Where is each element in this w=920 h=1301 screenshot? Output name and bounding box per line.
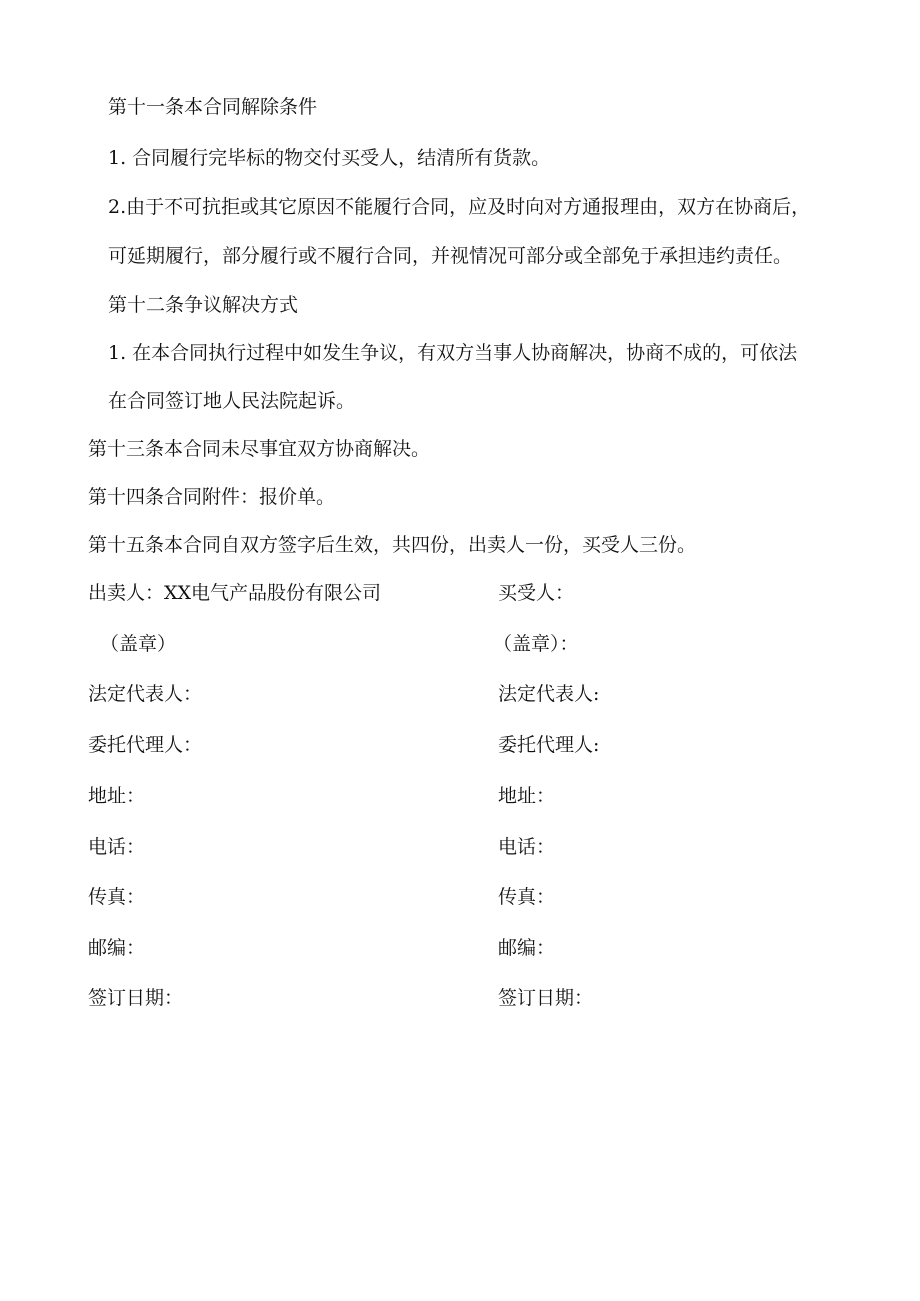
article-12-heading: 第十二条争议解决方式 [108, 294, 299, 316]
buyer-postcode: 邮编： [498, 937, 556, 959]
article-12-item-1-line-2: 在合同签订地人民法院起诉。 [108, 390, 356, 412]
buyer-sign-date: 签订日期： [498, 987, 594, 1009]
buyer-phone: 电话： [498, 836, 556, 858]
article-11-heading: 第十一条本合同解除条件 [108, 96, 318, 118]
article-11-item-2-line-2: 可延期履行，部分履行或不履行合同，并视情况可部分或全部免于承担违约责任。 [108, 245, 793, 267]
buyer-fax: 传真： [498, 886, 556, 908]
buyer-address: 地址： [498, 785, 556, 807]
article-15: 第十五条本合同自双方签字后生效，共四份，出卖人一份，买受人三份。 [88, 534, 697, 556]
article-14: 第十四条合同附件：报价单。 [88, 486, 336, 508]
seller-legal-rep: 法定代表人： [88, 683, 203, 705]
seller-address: 地址： [88, 785, 146, 807]
article-11-item-1: 1. 合同履行完毕标的物交付买受人，结清所有货款。 [108, 147, 551, 169]
buyer-agent: 委托代理人: [498, 734, 600, 756]
buyer-name: 买受人： [498, 582, 575, 604]
article-13: 第十三条本合同未尽事宜双方协商解决。 [88, 438, 431, 460]
seller-name: 出卖人：XX电气产品股份有限公司 [88, 582, 382, 604]
seller-seal: （盖章） [100, 633, 177, 655]
seller-fax: 传真： [88, 886, 146, 908]
seller-postcode: 邮编： [88, 937, 146, 959]
seller-sign-date: 签订日期： [88, 987, 184, 1009]
buyer-legal-rep: 法定代表人: [498, 683, 600, 705]
article-12-item-1-line-1: 1. 在本合同执行过程中如发生争议，有双方当事人协商解决，协商不成的，可依法 [108, 342, 798, 364]
buyer-seal: （盖章）： [493, 633, 579, 655]
article-11-item-2-line-1: 2.由于不可抗拒或其它原因不能履行合同，应及时向对方通报理由，双方在协商后， [108, 196, 811, 218]
seller-phone: 电话： [88, 836, 146, 858]
seller-agent: 委托代理人： [88, 734, 203, 756]
